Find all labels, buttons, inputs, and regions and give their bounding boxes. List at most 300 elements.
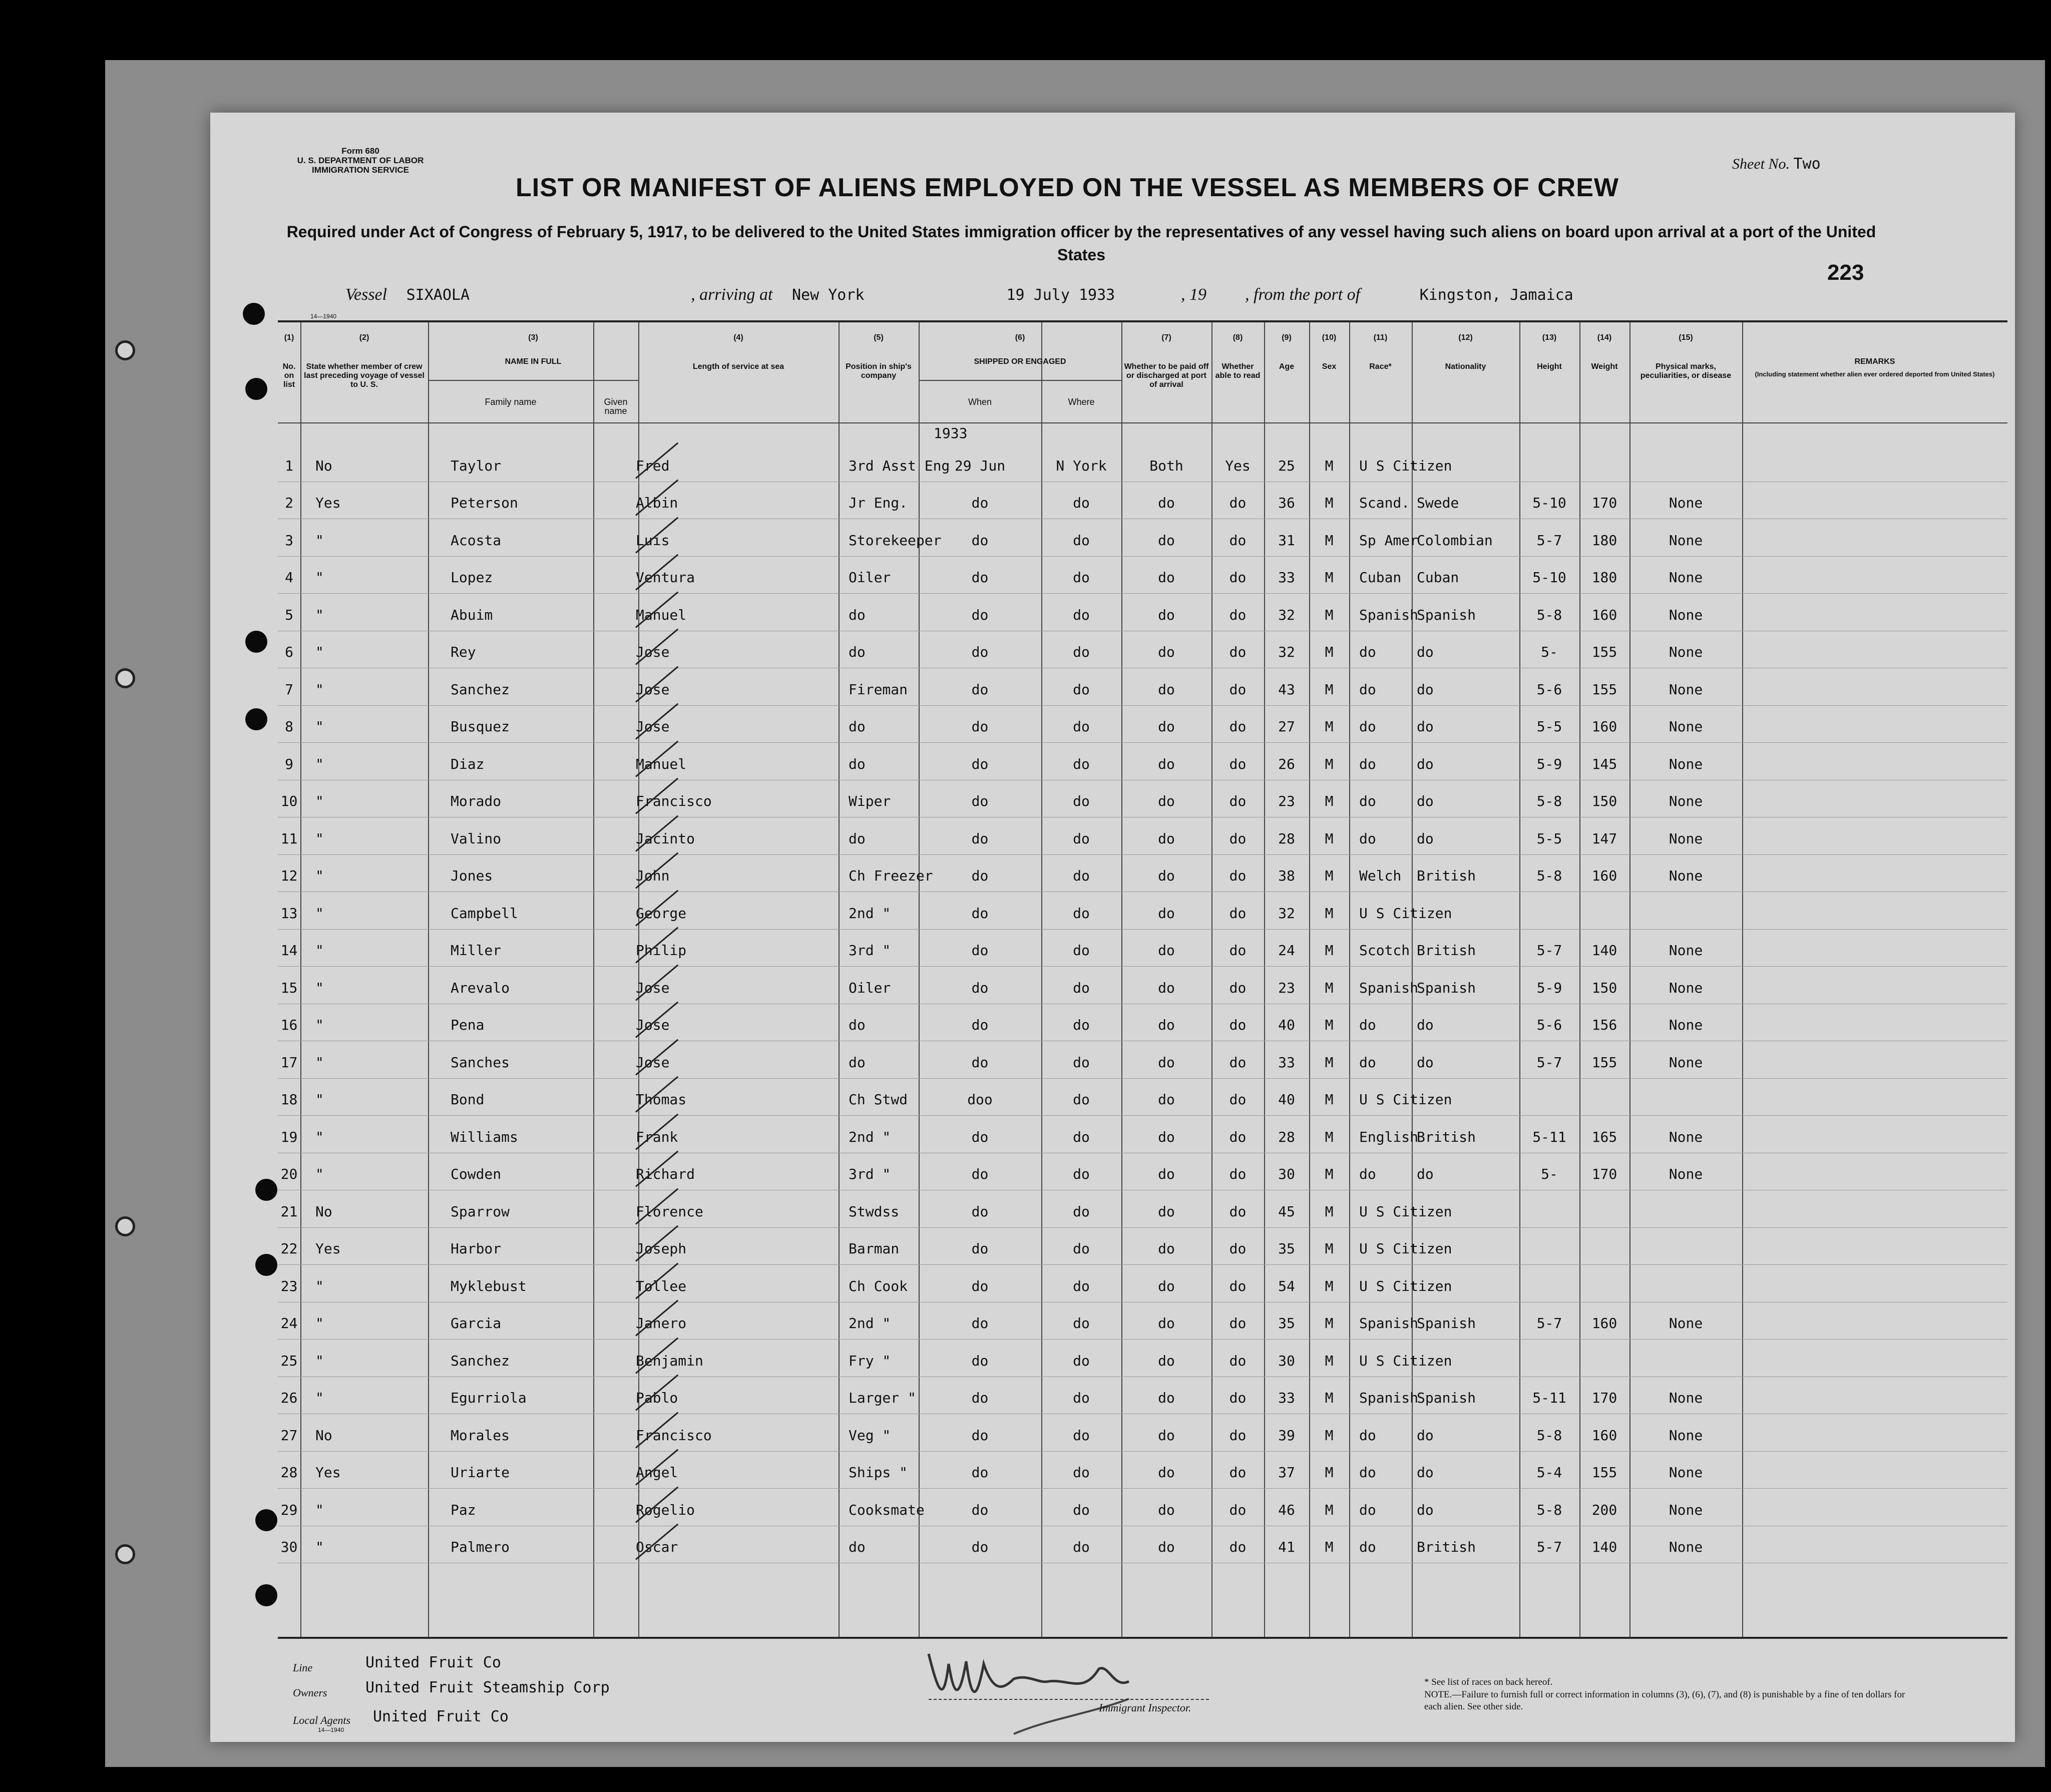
cell-nat: do <box>1417 1464 1434 1481</box>
cell-paid: do <box>1158 1277 1175 1294</box>
cell-age: 30 <box>1278 1352 1295 1369</box>
stamp-number: 223 <box>1827 260 1864 285</box>
cell-nat: British <box>1417 942 1476 959</box>
cell-race: U S Citizen <box>1359 1203 1452 1220</box>
cell-when: 29 Jun <box>954 457 1006 474</box>
cell-where: do <box>1073 1166 1090 1182</box>
cell-sex: M <box>1325 755 1334 772</box>
cell-sex: M <box>1325 1501 1334 1518</box>
cell-where: do <box>1073 905 1090 922</box>
cell-where: do <box>1073 1054 1090 1071</box>
table-row <box>278 855 2007 893</box>
cell-marks: None <box>1669 1166 1703 1182</box>
cell-weight: 140 <box>1591 942 1617 959</box>
cell-height: 5-8 <box>1536 1427 1562 1444</box>
cell-position: 3rd " <box>849 942 891 959</box>
cell-read: do <box>1229 1054 1247 1071</box>
cell-age: 54 <box>1278 1277 1295 1294</box>
cell-weight: 170 <box>1591 1166 1617 1182</box>
cell-marks: None <box>1669 1427 1703 1444</box>
cell-nat: Spanish <box>1417 979 1476 996</box>
binder-hole <box>245 631 267 653</box>
cell-race: English <box>1359 1128 1419 1145</box>
cell-when: do <box>971 1315 989 1331</box>
cell-family: Garcia <box>451 1315 502 1331</box>
service-name: IMMIGRATION SERVICE <box>312 165 409 175</box>
cell-paid: do <box>1158 532 1175 549</box>
column-header: Nationality <box>1445 362 1486 371</box>
cell-read: do <box>1229 1203 1247 1220</box>
binder-ring-hole <box>115 1544 135 1564</box>
column-number: (5) <box>874 333 884 342</box>
cell-when: do <box>971 1240 989 1257</box>
cell-no: 30 <box>280 1539 298 1555</box>
cell-paid: do <box>1158 1501 1175 1518</box>
cell-sex: M <box>1325 1091 1334 1108</box>
cell-when: do <box>971 942 989 959</box>
cell-family: Diaz <box>451 755 485 772</box>
cell-read: do <box>1229 718 1247 735</box>
table-row <box>278 1154 2007 1191</box>
cell-paid: do <box>1158 1128 1175 1145</box>
cell-where: do <box>1073 495 1090 511</box>
subheader-rule <box>919 380 1121 381</box>
column-subheader: Given name <box>604 397 628 416</box>
cell-given: Jose <box>636 681 670 698</box>
cell-read: do <box>1229 942 1247 959</box>
crew-manifest-table <box>278 320 2007 1639</box>
cell-race: U S Citizen <box>1359 457 1452 474</box>
cell-no: 18 <box>280 1091 298 1108</box>
cell-weight: 160 <box>1591 1315 1617 1331</box>
cell-height: 5-10 <box>1532 495 1566 511</box>
cell-no: 10 <box>280 793 298 809</box>
column-header: Length of service at sea <box>692 362 784 371</box>
table-row <box>278 445 2007 483</box>
cell-when: do <box>971 793 989 809</box>
cell-where: do <box>1073 942 1090 959</box>
column-header: SHIPPED OR ENGAGED <box>974 357 1066 366</box>
cell-family: Uriarte <box>451 1464 510 1481</box>
cell-paid: do <box>1158 1315 1175 1331</box>
cell-weight: 160 <box>1591 1427 1617 1444</box>
cell-read: do <box>1229 1390 1247 1406</box>
cell-where: do <box>1073 1128 1090 1145</box>
cell-race: Spanish <box>1359 606 1419 623</box>
cell-family: Arevalo <box>451 979 510 996</box>
cell-family: Sanches <box>451 1054 510 1071</box>
cell-no: 11 <box>280 830 298 847</box>
cell-where: do <box>1073 755 1090 772</box>
cell-where: do <box>1073 1091 1090 1108</box>
cell-weight: 145 <box>1591 755 1617 772</box>
cell-family: Campbell <box>451 905 518 922</box>
cell-no: 9 <box>285 755 293 772</box>
cell-height: 5-10 <box>1532 569 1566 586</box>
cell-position: do <box>849 644 866 660</box>
cell-age: 33 <box>1278 569 1295 586</box>
column-number: (9) <box>1282 333 1292 342</box>
cell-weight: 160 <box>1591 606 1617 623</box>
cell-prev: " <box>315 1091 324 1108</box>
cell-paid: do <box>1158 569 1175 586</box>
table-row <box>278 930 2007 968</box>
cell-when: do <box>971 755 989 772</box>
cell-where: do <box>1073 718 1090 735</box>
cell-age: 39 <box>1278 1427 1295 1444</box>
cell-weight: 156 <box>1591 1017 1617 1033</box>
cell-when: do <box>971 718 989 735</box>
cell-race: Spanish <box>1359 1315 1419 1331</box>
cell-sex: M <box>1325 532 1334 549</box>
cell-height: 5-8 <box>1536 606 1562 623</box>
cell-given: Francisco <box>636 793 712 809</box>
cell-position: Ships " <box>849 1464 908 1481</box>
cell-given: Francisco <box>636 1427 712 1444</box>
cell-when: do <box>971 644 989 660</box>
column-header: Whether able to read <box>1215 362 1261 380</box>
cell-no: 14 <box>280 942 298 959</box>
inspector-label: Immigrant Inspector. <box>1099 1701 1191 1714</box>
arriving-label: , arriving at <box>691 285 773 304</box>
cell-no: 15 <box>280 979 298 996</box>
cell-nat: Spanish <box>1417 606 1476 623</box>
cell-weight: 150 <box>1591 979 1617 996</box>
cell-age: 26 <box>1278 755 1295 772</box>
cell-when: doo <box>967 1091 993 1108</box>
cell-read: do <box>1229 1128 1247 1145</box>
cell-sex: M <box>1325 1166 1334 1182</box>
cell-given: Benjamin <box>636 1352 703 1369</box>
cell-when: do <box>971 1277 989 1294</box>
cell-sex: M <box>1325 1315 1334 1331</box>
cell-sex: M <box>1325 495 1334 511</box>
cell-age: 46 <box>1278 1501 1295 1518</box>
cell-age: 33 <box>1278 1390 1295 1406</box>
cell-weight: 170 <box>1591 495 1617 511</box>
cell-when: do <box>971 1054 989 1071</box>
cell-when: do <box>971 1203 989 1220</box>
cell-prev: " <box>315 1539 324 1555</box>
cell-age: 35 <box>1278 1240 1295 1257</box>
cell-marks: None <box>1669 644 1703 660</box>
cell-nat: do <box>1417 644 1434 660</box>
cell-race: do <box>1359 830 1376 847</box>
cell-position: Oiler <box>849 569 891 586</box>
column-subheader: Family name <box>485 397 537 407</box>
cell-age: 32 <box>1278 606 1295 623</box>
page-title: LIST OR MANIFEST OF ALIENS EMPLOYED ON THE VESSEL AS MEMBERS OF CREW <box>516 173 1619 202</box>
cell-when: do <box>971 569 989 586</box>
cell-paid: do <box>1158 495 1175 511</box>
cell-no: 19 <box>280 1128 298 1145</box>
cell-given: Jose <box>636 644 670 660</box>
binder-hole <box>255 1179 277 1201</box>
cell-read: do <box>1229 1091 1247 1108</box>
cell-sex: M <box>1325 979 1334 996</box>
cell-sex: M <box>1325 1539 1334 1555</box>
cell-age: 45 <box>1278 1203 1295 1220</box>
table-row <box>278 892 2007 930</box>
cell-family: Pena <box>451 1017 485 1033</box>
cell-marks: None <box>1669 681 1703 698</box>
cell-no: 29 <box>280 1501 298 1518</box>
cell-given: Jacinto <box>636 830 695 847</box>
arrival-date: 19 July 1933 <box>1006 286 1115 304</box>
cell-when: do <box>971 830 989 847</box>
cell-family: Lopez <box>451 569 493 586</box>
cell-age: 27 <box>1278 718 1295 735</box>
owners-label: Owners <box>293 1686 327 1699</box>
cell-race: Welch <box>1359 867 1402 884</box>
from-port: Kingston, Jamaica <box>1419 286 1573 304</box>
cell-prev: Yes <box>315 1464 341 1481</box>
cell-race: do <box>1359 718 1376 735</box>
cell-position: Ch Freezer <box>849 867 933 884</box>
cell-sex: M <box>1325 1277 1334 1294</box>
cell-no: 21 <box>280 1203 298 1220</box>
binder-hole <box>255 1584 277 1606</box>
cell-read: Yes <box>1225 457 1251 474</box>
line-label: Line <box>293 1661 313 1674</box>
cell-read: do <box>1229 1017 1247 1033</box>
cell-prev: " <box>315 793 324 809</box>
cell-where: do <box>1073 793 1090 809</box>
cell-weight: 150 <box>1591 793 1617 809</box>
cell-paid: do <box>1158 755 1175 772</box>
cell-family: Paz <box>451 1501 476 1518</box>
cell-sex: M <box>1325 1464 1334 1481</box>
cell-position: do <box>849 1539 866 1555</box>
cell-paid: do <box>1158 867 1175 884</box>
cell-nat: do <box>1417 718 1434 735</box>
cell-height: 5-9 <box>1536 755 1562 772</box>
cell-position: 2nd " <box>849 1315 891 1331</box>
cell-age: 38 <box>1278 867 1295 884</box>
cell-family: Myklebust <box>451 1277 527 1294</box>
cell-no: 25 <box>280 1352 298 1369</box>
table-row <box>278 483 2007 520</box>
cell-race: do <box>1359 1017 1376 1033</box>
cell-position: Veg " <box>849 1427 891 1444</box>
cell-position: do <box>849 1054 866 1071</box>
cell-weight: 155 <box>1591 1464 1617 1481</box>
cell-prev: " <box>315 681 324 698</box>
cell-no: 8 <box>285 718 293 735</box>
cell-given: Frank <box>636 1128 678 1145</box>
cell-nat: Spanish <box>1417 1315 1476 1331</box>
cell-position: Ch Cook <box>849 1277 908 1294</box>
cell-no: 12 <box>280 867 298 884</box>
cell-age: 33 <box>1278 1054 1295 1071</box>
cell-prev: " <box>315 979 324 996</box>
cell-given: Florence <box>636 1203 703 1220</box>
cell-prev: " <box>315 942 324 959</box>
cell-position: do <box>849 1017 866 1033</box>
cell-no: 13 <box>280 905 298 922</box>
form-number: Form 680 <box>341 146 379 156</box>
cell-paid: do <box>1158 1464 1175 1481</box>
cell-nat: do <box>1417 1017 1434 1033</box>
cell-height: 5-5 <box>1536 718 1562 735</box>
cell-marks: None <box>1669 830 1703 847</box>
cell-race: Spanish <box>1359 979 1419 996</box>
cell-where: do <box>1073 1315 1090 1331</box>
cell-where: do <box>1073 867 1090 884</box>
cell-where: do <box>1073 532 1090 549</box>
cell-marks: None <box>1669 1315 1703 1331</box>
cell-given: Jose <box>636 1017 670 1033</box>
cell-race: U S Citizen <box>1359 905 1452 922</box>
cell-paid: do <box>1158 1091 1175 1108</box>
cell-marks: None <box>1669 1501 1703 1518</box>
cell-height: 5-4 <box>1536 1464 1562 1481</box>
cell-race: do <box>1359 1054 1376 1071</box>
cell-sex: M <box>1325 457 1334 474</box>
cell-no: 22 <box>280 1240 298 1257</box>
cell-prev: " <box>315 1315 324 1331</box>
cell-sex: M <box>1325 606 1334 623</box>
cell-family: Peterson <box>451 495 518 511</box>
cell-paid: do <box>1158 606 1175 623</box>
table-row <box>278 706 2007 744</box>
cell-sex: M <box>1325 830 1334 847</box>
cell-given: Rogelio <box>636 1501 695 1518</box>
cell-family: Palmero <box>451 1539 510 1555</box>
table-row <box>278 1116 2007 1154</box>
cell-where: do <box>1073 979 1090 996</box>
cell-weight: 160 <box>1591 718 1617 735</box>
cell-prev: " <box>315 569 324 586</box>
cell-paid: do <box>1158 1203 1175 1220</box>
cell-prev: Yes <box>315 495 341 511</box>
cell-age: 36 <box>1278 495 1295 511</box>
cell-position: Stwdss <box>849 1203 900 1220</box>
cell-race: Scotch <box>1359 942 1410 959</box>
cell-paid: do <box>1158 1240 1175 1257</box>
cell-height: 5- <box>1541 644 1558 660</box>
column-header: Sex <box>1322 362 1337 371</box>
cell-read: do <box>1229 1352 1247 1369</box>
cell-race: do <box>1359 1166 1376 1182</box>
cell-prev: " <box>315 1017 324 1033</box>
table-row <box>278 1415 2007 1452</box>
cell-where: do <box>1073 1539 1090 1555</box>
binder-hole <box>245 708 267 730</box>
cell-when: do <box>971 606 989 623</box>
cell-prev: " <box>315 718 324 735</box>
cell-read: do <box>1229 867 1247 884</box>
cell-marks: None <box>1669 718 1703 735</box>
cell-paid: do <box>1158 1352 1175 1369</box>
cell-nat: do <box>1417 1054 1434 1071</box>
cell-no: 16 <box>280 1017 298 1033</box>
binder-ring-hole <box>115 340 135 360</box>
cell-sex: M <box>1325 942 1334 959</box>
cell-paid: do <box>1158 830 1175 847</box>
cell-weight: 155 <box>1591 644 1617 660</box>
cell-paid: do <box>1158 1539 1175 1555</box>
cell-weight: 155 <box>1591 681 1617 698</box>
cell-prev: No <box>315 1203 332 1220</box>
column-header: Physical marks, peculiarities, or disease <box>1640 362 1732 380</box>
cell-family: Cowden <box>451 1166 502 1182</box>
cell-where: do <box>1073 1277 1090 1294</box>
column-subheader: (Including statement whether alien ever ordered deported from United States) <box>1755 370 1995 378</box>
cell-age: 37 <box>1278 1464 1295 1481</box>
binder-hole <box>255 1509 277 1531</box>
cell-position: Storekeeper <box>849 532 942 549</box>
cell-weight: 200 <box>1591 1501 1617 1518</box>
cell-race: U S Citizen <box>1359 1091 1452 1108</box>
cell-position: 3rd " <box>849 1166 891 1182</box>
cell-when: do <box>971 1166 989 1182</box>
cell-sex: M <box>1325 1352 1334 1369</box>
cell-sex: M <box>1325 569 1334 586</box>
cell-nat: Swede <box>1417 495 1459 511</box>
cell-prev: " <box>315 1166 324 1182</box>
cell-no: 2 <box>285 495 293 511</box>
cell-read: do <box>1229 755 1247 772</box>
cell-race: do <box>1359 793 1376 809</box>
cell-weight: 160 <box>1591 867 1617 884</box>
cell-nat: British <box>1417 1539 1476 1555</box>
cell-given: Angel <box>636 1464 678 1481</box>
cell-read: do <box>1229 1166 1247 1182</box>
cell-read: do <box>1229 569 1247 586</box>
cell-read: do <box>1229 1277 1247 1294</box>
table-row <box>278 1378 2007 1415</box>
cell-race: Sp Amer <box>1359 532 1419 549</box>
cell-when: do <box>971 495 989 511</box>
cell-sex: M <box>1325 793 1334 809</box>
cell-when: do <box>971 1464 989 1481</box>
cell-age: 28 <box>1278 1128 1295 1145</box>
cell-nat: British <box>1417 1128 1476 1145</box>
cell-sex: M <box>1325 1054 1334 1071</box>
cell-prev: " <box>315 830 324 847</box>
column-number: (14) <box>1597 333 1612 342</box>
cell-paid: do <box>1158 979 1175 996</box>
cell-where: do <box>1073 1017 1090 1033</box>
agents-value: United Fruit Co <box>373 1708 509 1725</box>
cell-no: 23 <box>280 1277 298 1294</box>
cell-read: do <box>1229 1240 1247 1257</box>
cell-position: Barman <box>849 1240 900 1257</box>
cell-marks: None <box>1669 495 1703 511</box>
column-number: (7) <box>1161 333 1171 342</box>
cell-height: 5-5 <box>1536 830 1562 847</box>
sheet-label: Sheet No. <box>1732 156 1790 172</box>
cell-age: 24 <box>1278 942 1295 959</box>
cell-read: do <box>1229 830 1247 847</box>
cell-sex: M <box>1325 718 1334 735</box>
column-header: Weight <box>1591 362 1618 371</box>
cell-given: Tollee <box>636 1277 687 1294</box>
cell-prev: No <box>315 1427 332 1444</box>
cell-read: do <box>1229 1539 1247 1555</box>
column-number: (15) <box>1679 333 1693 342</box>
cell-read: do <box>1229 1501 1247 1518</box>
cell-sex: M <box>1325 1203 1334 1220</box>
cell-height: 5-9 <box>1536 979 1562 996</box>
cell-marks: None <box>1669 1128 1703 1145</box>
penalty-note: NOTE.—Failure to furnish full or correct information in columns (3), (6), (7), and (8) is punishable by a fine of ten dollars for each alien. See other side. <box>1424 1689 1905 1712</box>
cell-no: 17 <box>280 1054 298 1071</box>
cell-family: Williams <box>451 1128 518 1145</box>
cell-marks: None <box>1669 569 1703 586</box>
cell-where: do <box>1073 681 1090 698</box>
